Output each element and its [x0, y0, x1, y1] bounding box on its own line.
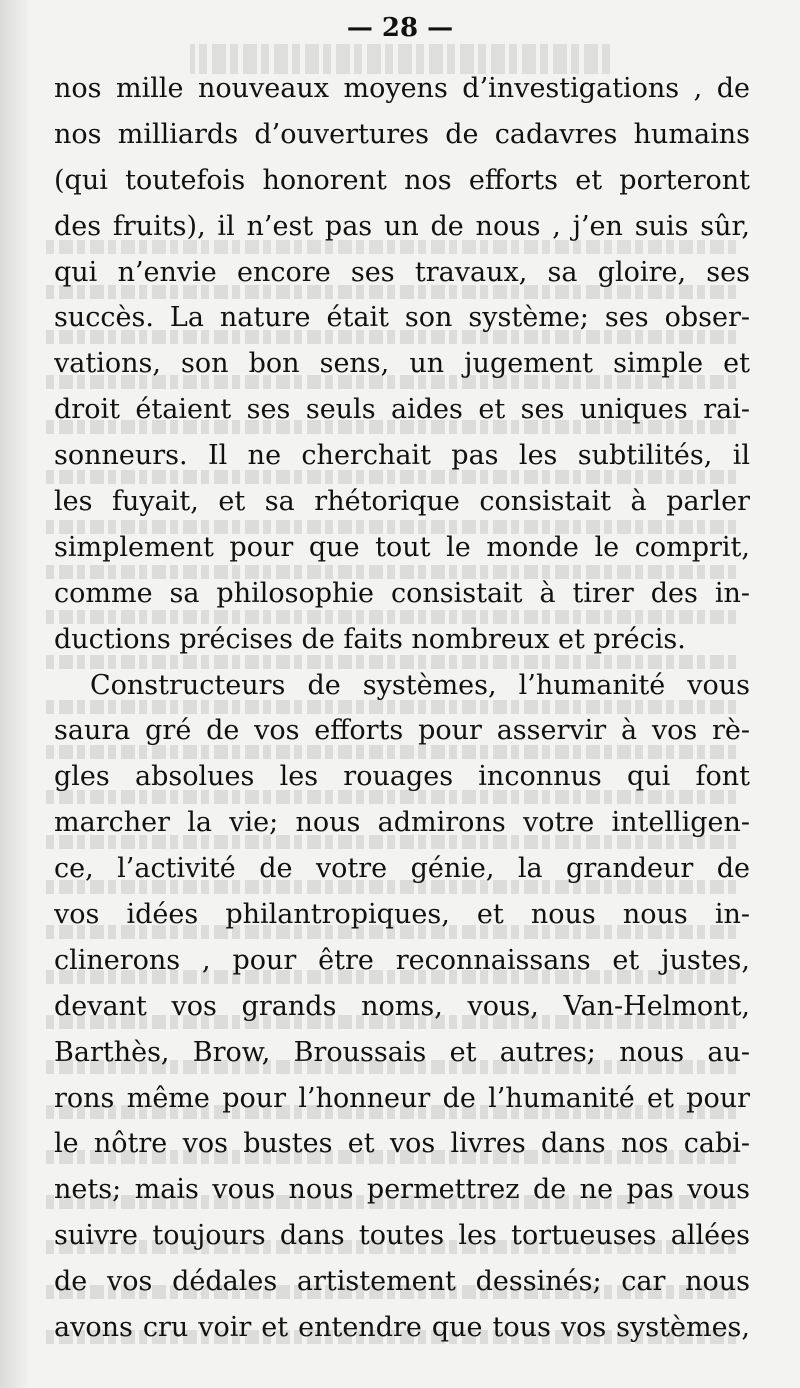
- text-line: les fuyait, et sa rhétorique consistait à parler: [54, 486, 750, 518]
- text-line: nos milliards d’ouvertures de cadavres humains: [54, 118, 750, 150]
- text-line: Barthès, Brow, Broussais et autres; nous au-: [54, 1036, 750, 1068]
- text-line: ductions précises de faits nombreux et précis.: [54, 623, 686, 655]
- text-line: sonneurs. Il ne cherchait pas les subtilités, il: [54, 440, 750, 472]
- text-line: vos idées philantropiques, et nous nous in-: [54, 899, 750, 931]
- text-line: Constructeurs de systèmes, l’humanité vous: [90, 669, 750, 701]
- text-line: des fruits), il n’est pas un de nous , j’en suis sûr,: [54, 210, 750, 242]
- page-number: — 28 —: [346, 13, 454, 43]
- body-text: [54, 66, 750, 1351]
- text-line: qui n’envie encore ses travaux, sa gloire, ses: [54, 256, 750, 288]
- paragraph-1: [54, 66, 750, 663]
- text-line: saura gré de vos efforts pour asservir à vos rè-: [54, 715, 750, 747]
- text-line: avons cru voir et entendre que tous vos systèmes,: [54, 1312, 750, 1344]
- text-line: nets; mais vous nous permettrez de ne pas vous: [54, 1174, 750, 1206]
- text-line: devant vos grands noms, vous, Van-Helmont,: [54, 990, 750, 1022]
- text-line: le nôtre vos bustes et vos livres dans nos cabi-: [54, 1128, 750, 1160]
- text-line: nos mille nouveaux moyens d’investigations , de: [54, 73, 750, 104]
- page-edge-shadow: [0, 0, 30, 1388]
- paragraph-2: [54, 663, 750, 1351]
- text-line: (qui toutefois honorent nos efforts et porteront: [54, 164, 750, 196]
- text-line: suivre toujours dans toutes les tortueuses allées: [54, 1220, 750, 1252]
- text-line: gles absolues les rouages inconnus qui font: [54, 761, 750, 793]
- text-line: clinerons , pour être reconnaissans et justes,: [54, 944, 750, 976]
- text-line: vations, son bon sens, un jugement simple et: [54, 348, 750, 380]
- text-line: succès. La nature était son système; ses obser-: [54, 302, 750, 334]
- text-line: simplement pour que tout le monde le comprit,: [54, 531, 750, 563]
- text-line: ce, l’activité de votre génie, la grandeur de: [54, 853, 750, 885]
- text-line: comme sa philosophie consistait à tirer des in-: [54, 577, 750, 609]
- text-line: marcher la vie; nous admirons votre intelligen-: [54, 807, 750, 839]
- text-line: de vos dédales artistement dessinés; car nous: [54, 1266, 750, 1298]
- text-line: droit étaient ses seuls aides et ses uniques rai-: [54, 394, 750, 426]
- text-line: rons même pour l’honneur de l’humanité et pour: [54, 1082, 750, 1114]
